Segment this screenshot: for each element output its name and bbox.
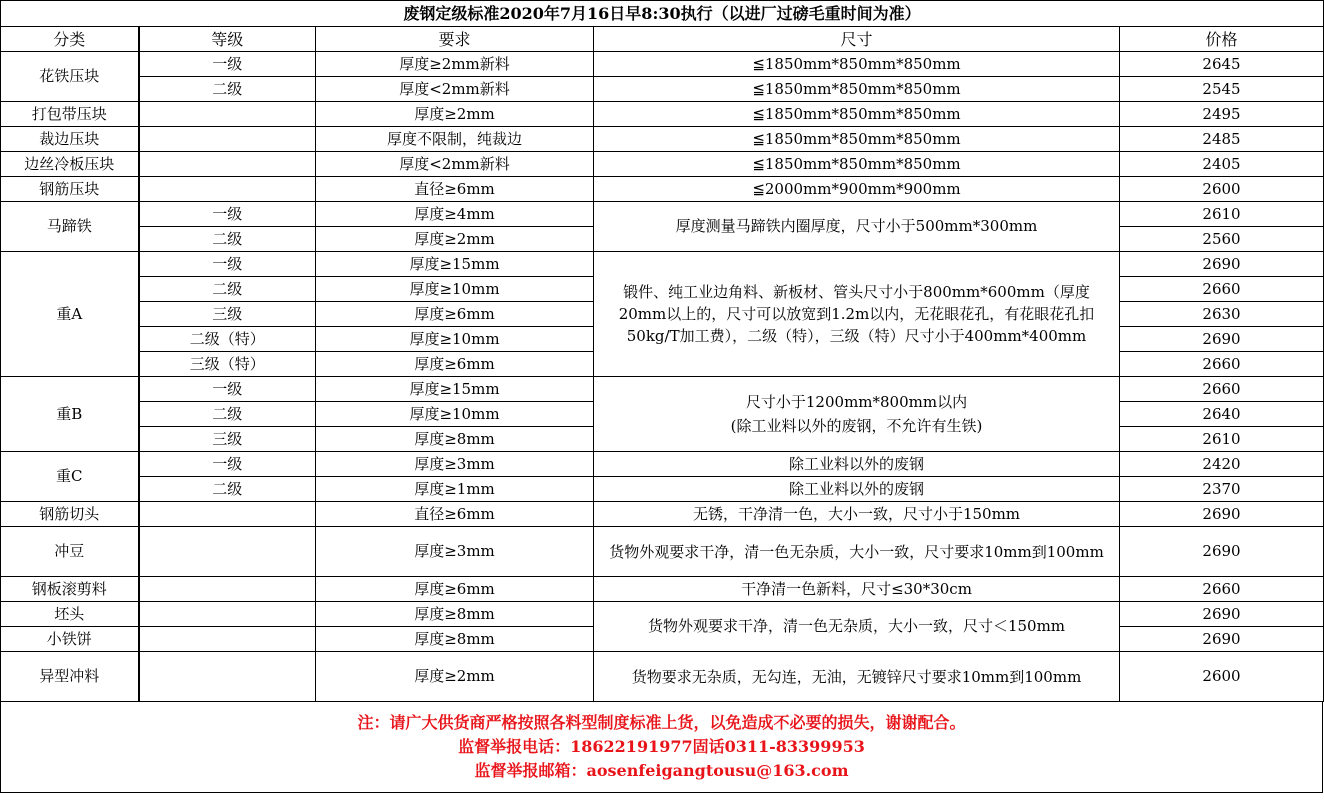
table-row bbox=[1, 377, 1324, 402]
requirement-cell[interactable]: 厚度≥8mm bbox=[316, 627, 594, 652]
size-cell[interactable]: 货物外观要求干净，清一色无杂质，大小一致，尺寸要求10mm到100mm bbox=[594, 527, 1120, 577]
grade-cell[interactable] bbox=[139, 102, 316, 127]
price-cell[interactable]: 2485 bbox=[1120, 127, 1324, 152]
category-cell[interactable]: 坯头 bbox=[1, 602, 139, 627]
size-cell[interactable]: 货物外观要求干净，清一色无杂质，大小一致，尺寸＜150mm bbox=[594, 602, 1120, 652]
requirement-cell[interactable]: 厚度≥15mm bbox=[316, 377, 594, 402]
category-cell[interactable]: 钢板滚剪料 bbox=[1, 577, 139, 602]
table-row bbox=[1, 527, 1324, 577]
grade-cell[interactable] bbox=[139, 577, 316, 602]
requirement-cell[interactable]: 厚度≥6mm bbox=[316, 577, 594, 602]
category-cell[interactable]: 裁边压块 bbox=[1, 127, 139, 152]
grade-cell[interactable] bbox=[139, 652, 316, 702]
grade-cell[interactable] bbox=[139, 527, 316, 577]
title-row bbox=[1, 1, 1324, 27]
grade-cell[interactable]: 一级 bbox=[139, 202, 316, 227]
grade-cell[interactable] bbox=[139, 602, 316, 627]
table-row bbox=[1, 502, 1324, 527]
category-cell[interactable]: 重B bbox=[1, 377, 139, 452]
size-cell[interactable]: 干净清一色新料，尺寸≤30*30cm bbox=[594, 577, 1120, 602]
requirement-cell[interactable]: 厚度≥10mm bbox=[316, 277, 594, 302]
price-cell[interactable]: 2420 bbox=[1120, 452, 1324, 477]
grade-cell[interactable]: 一级 bbox=[139, 252, 316, 277]
size-cell[interactable]: 除工业料以外的废钢 bbox=[594, 452, 1120, 477]
category-cell[interactable]: 异型冲料 bbox=[1, 652, 139, 702]
price-cell[interactable]: 2690 bbox=[1120, 602, 1324, 627]
category-cell[interactable]: 马蹄铁 bbox=[1, 202, 139, 252]
grade-cell[interactable]: 三级 bbox=[139, 427, 316, 452]
table-row bbox=[1, 77, 1324, 102]
requirement-cell[interactable]: 厚度≥2mm bbox=[316, 227, 594, 252]
requirement-cell[interactable]: 厚度≥10mm bbox=[316, 402, 594, 427]
price-cell[interactable]: 2660 bbox=[1120, 377, 1324, 402]
grade-cell[interactable] bbox=[139, 127, 316, 152]
grade-cell[interactable]: 二级 bbox=[139, 477, 316, 502]
requirement-cell[interactable]: 直径≥6mm bbox=[316, 177, 594, 202]
requirement-cell[interactable]: 厚度≥8mm bbox=[316, 427, 594, 452]
grade-cell[interactable]: 一级 bbox=[139, 377, 316, 402]
grade-cell[interactable] bbox=[139, 152, 316, 177]
requirement-cell[interactable]: 厚度不限制，纯裁边 bbox=[316, 127, 594, 152]
header-requirement[interactable]: 要求 bbox=[316, 27, 594, 52]
size-line-1: 尺寸小于1200mm*800mm以内 bbox=[745, 393, 968, 411]
price-cell[interactable]: 2660 bbox=[1120, 577, 1324, 602]
grade-cell[interactable]: 二级 bbox=[139, 402, 316, 427]
category-cell[interactable]: 钢筋切头 bbox=[1, 502, 139, 527]
size-cell[interactable]: 厚度测量马蹄铁内圈厚度，尺寸小于500mm*300mm bbox=[594, 202, 1120, 252]
requirement-cell[interactable]: 厚度≥6mm bbox=[316, 302, 594, 327]
category-cell[interactable]: 钢筋压块 bbox=[1, 177, 139, 202]
category-cell[interactable]: 冲豆 bbox=[1, 527, 139, 577]
requirement-cell[interactable]: 厚度≥3mm bbox=[316, 527, 594, 577]
size-cell[interactable]: 货物要求无杂质，无勾连，无油，无镀锌尺寸要求10mm到100mm bbox=[594, 652, 1120, 702]
grade-cell[interactable]: 一级 bbox=[139, 52, 316, 77]
notes-line-phone[interactable]: 监督举报电话：18622191977固话0311-83399953 bbox=[458, 737, 865, 756]
category-cell[interactable]: 花铁压块 bbox=[1, 52, 139, 102]
header-price[interactable]: 价格 bbox=[1120, 27, 1324, 52]
size-cell[interactable] bbox=[594, 377, 1120, 452]
price-cell[interactable]: 2660 bbox=[1120, 277, 1324, 302]
category-cell[interactable]: 重C bbox=[1, 452, 139, 502]
table-row bbox=[1, 477, 1324, 502]
requirement-cell[interactable]: 直径≥6mm bbox=[316, 502, 594, 527]
price-cell[interactable]: 2690 bbox=[1120, 252, 1324, 277]
category-cell[interactable]: 重A bbox=[1, 252, 139, 377]
header-row bbox=[1, 27, 1324, 52]
size-cell[interactable]: 锻件、纯工业边角料、新板材、管头尺寸小于800mm*600mm（厚度20mm以上的，尺寸可以放宽到1.2m以内，无花眼花孔，有花眼花孔扣50kg/T加工费），二级（特），三级（特）尺寸小于400mm*400mm bbox=[594, 252, 1120, 377]
header-grade[interactable]: 等级 bbox=[139, 27, 316, 52]
size-cell[interactable]: ≦1850mm*850mm*850mm bbox=[594, 52, 1120, 77]
requirement-cell[interactable]: 厚度≥10mm bbox=[316, 327, 594, 352]
requirement-cell[interactable]: 厚度≥3mm bbox=[316, 452, 594, 477]
category-cell[interactable]: 打包带压块 bbox=[1, 102, 139, 127]
table-row bbox=[1, 452, 1324, 477]
size-cell[interactable]: ≦1850mm*850mm*850mm bbox=[594, 77, 1120, 102]
price-cell[interactable]: 2600 bbox=[1120, 652, 1324, 702]
requirement-cell[interactable]: 厚度≥6mm bbox=[316, 352, 594, 377]
table-row bbox=[1, 252, 1324, 277]
price-cell[interactable]: 2545 bbox=[1120, 77, 1324, 102]
table-row bbox=[1, 52, 1324, 77]
grade-cell[interactable] bbox=[139, 177, 316, 202]
requirement-cell[interactable]: 厚度≥1mm bbox=[316, 477, 594, 502]
table-row bbox=[1, 102, 1324, 127]
table-title[interactable]: 废钢定级标准2020年7月16日早8:30执行（以进厂过磅毛重时间为准） bbox=[1, 1, 1324, 27]
grade-cell[interactable]: 二级 bbox=[139, 77, 316, 102]
requirement-cell[interactable]: 厚度≥4mm bbox=[316, 202, 594, 227]
requirement-cell[interactable]: 厚度<2mm新料 bbox=[316, 152, 594, 177]
price-cell[interactable]: 2405 bbox=[1120, 152, 1324, 177]
price-cell[interactable]: 2370 bbox=[1120, 477, 1324, 502]
category-cell[interactable]: 小铁饼 bbox=[1, 627, 139, 652]
requirement-cell[interactable]: 厚度≥2mm bbox=[316, 102, 594, 127]
requirement-cell[interactable]: 厚度≥8mm bbox=[316, 602, 594, 627]
price-cell[interactable]: 2690 bbox=[1120, 502, 1324, 527]
grade-cell[interactable] bbox=[139, 627, 316, 652]
grade-cell[interactable]: 二级 bbox=[139, 227, 316, 252]
size-cell[interactable]: ≦1850mm*850mm*850mm bbox=[594, 152, 1120, 177]
size-cell[interactable]: 无锈，干净清一色，大小一致，尺寸小于150mm bbox=[594, 502, 1120, 527]
requirement-cell[interactable]: 厚度≥2mm新料 bbox=[316, 52, 594, 77]
size-cell[interactable]: 除工业料以外的废钢 bbox=[594, 477, 1120, 502]
requirement-cell[interactable]: 厚度≥2mm bbox=[316, 652, 594, 702]
table-row bbox=[1, 152, 1324, 177]
grade-cell[interactable]: 二级 bbox=[139, 277, 316, 302]
size-cell[interactable]: ≦1850mm*850mm*850mm bbox=[594, 102, 1120, 127]
header-size[interactable]: 尺寸 bbox=[594, 27, 1120, 52]
price-cell[interactable]: 2610 bbox=[1120, 202, 1324, 227]
table-row bbox=[1, 577, 1324, 602]
price-cell[interactable]: 2560 bbox=[1120, 227, 1324, 252]
price-cell[interactable]: 2600 bbox=[1120, 177, 1324, 202]
size-cell[interactable]: ≦2000mm*900mm*900mm bbox=[594, 177, 1120, 202]
notes-line-email[interactable]: 监督举报邮箱：aosenfeigangtousu@163.com bbox=[474, 761, 849, 780]
price-cell[interactable]: 2630 bbox=[1120, 302, 1324, 327]
requirement-cell[interactable]: 厚度≥15mm bbox=[316, 252, 594, 277]
price-cell[interactable]: 2640 bbox=[1120, 402, 1324, 427]
grade-cell[interactable]: 一级 bbox=[139, 452, 316, 477]
price-cell[interactable]: 2645 bbox=[1120, 52, 1324, 77]
price-cell[interactable]: 2660 bbox=[1120, 352, 1324, 377]
table-row bbox=[1, 602, 1324, 627]
table-row bbox=[1, 177, 1324, 202]
header-category[interactable]: 分类 bbox=[1, 27, 139, 52]
table-row bbox=[1, 127, 1324, 152]
price-cell[interactable]: 2690 bbox=[1120, 327, 1324, 352]
grade-cell[interactable] bbox=[139, 502, 316, 527]
grade-cell[interactable]: 三级 bbox=[139, 302, 316, 327]
price-cell[interactable]: 2610 bbox=[1120, 427, 1324, 452]
requirement-cell[interactable]: 厚度<2mm新料 bbox=[316, 77, 594, 102]
price-cell[interactable]: 2690 bbox=[1120, 627, 1324, 652]
price-cell[interactable]: 2495 bbox=[1120, 102, 1324, 127]
price-cell[interactable]: 2690 bbox=[1120, 527, 1324, 577]
size-cell[interactable]: ≦1850mm*850mm*850mm bbox=[594, 127, 1120, 152]
table-row bbox=[1, 652, 1324, 702]
table-row bbox=[1, 202, 1324, 227]
grade-cell[interactable]: 三级（特） bbox=[139, 352, 316, 377]
size-line-2: (除工业料以外的废钢，不允许有生铁) bbox=[730, 417, 983, 435]
notes-line-warning[interactable]: 注：请广大供货商严格按照各料型制度标准上货，以免造成不必要的损失，谢谢配合。 bbox=[357, 713, 966, 732]
notes-block bbox=[0, 702, 1323, 793]
grade-cell[interactable]: 二级（特） bbox=[139, 327, 316, 352]
category-cell[interactable]: 边丝冷板压块 bbox=[1, 152, 139, 177]
